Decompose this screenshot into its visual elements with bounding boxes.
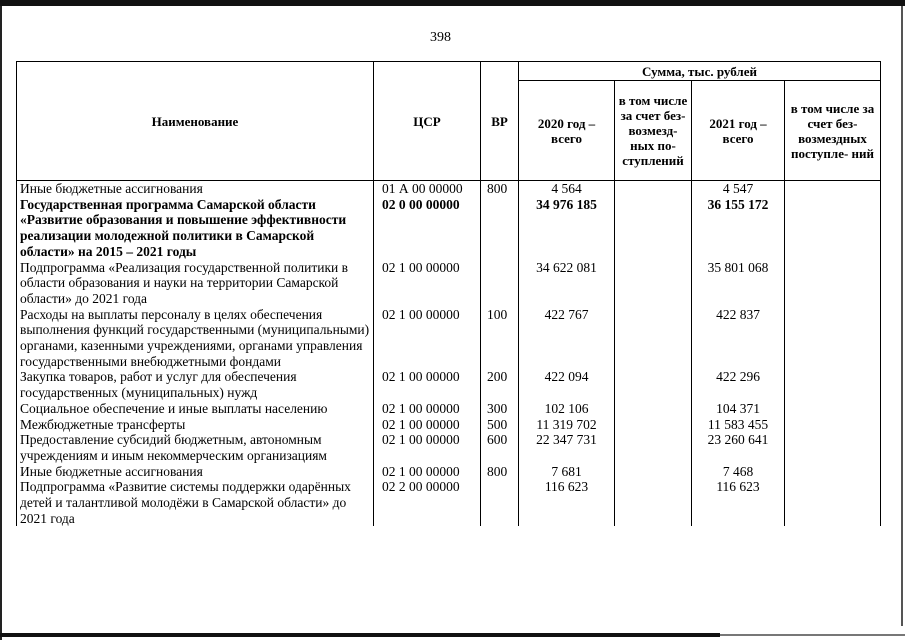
row-2020-free — [615, 417, 692, 433]
row-2021-free — [785, 479, 881, 526]
row-name: Расходы на выплаты персоналу в целях обеспечения выполнения функций государственными (муниципальными) органами, казенными учреждениями, органами управления государственными внебюджетными фондами — [17, 307, 374, 370]
row-csr: 02 2 00 00000 — [374, 479, 481, 526]
row-csr: 02 1 00 00000 — [374, 307, 481, 370]
row-vr: 500 — [481, 417, 519, 433]
row-2020-total: 34 622 081 — [519, 260, 615, 307]
bottom-border — [0, 633, 720, 637]
row-2020-total: 7 681 — [519, 464, 615, 480]
bottom-border-thin — [720, 634, 905, 636]
table-body — [17, 181, 881, 527]
row-name: Подпрограмма «Реализация государственной политики в области образования и науки на территории Самарской области» до 2021 года — [17, 260, 374, 307]
row-name: Закупка товаров, работ и услуг для обеспечения государственных (муниципальных) нужд — [17, 369, 374, 400]
row-csr: 01 А 00 00000 — [374, 181, 481, 197]
row-2021-free — [785, 464, 881, 480]
row-2021-total: 422 296 — [692, 369, 785, 400]
table-row — [17, 464, 881, 480]
row-2021-total: 4 547 — [692, 181, 785, 197]
row-2021-total: 36 155 172 — [692, 197, 785, 260]
row-2020-total: 34 976 185 — [519, 197, 615, 260]
row-name: Иные бюджетные ассигнования — [17, 464, 374, 480]
header-2020-total: 2020 год – всего — [519, 81, 615, 181]
row-2020-total: 422 094 — [519, 369, 615, 400]
row-2021-free — [785, 417, 881, 433]
row-csr: 02 1 00 00000 — [374, 401, 481, 417]
row-2021-total: 422 837 — [692, 307, 785, 370]
row-2020-free — [615, 401, 692, 417]
header-2020-free: в том числе за счет без- возмезд- ных по- ступлений — [615, 81, 692, 181]
row-2020-total: 102 106 — [519, 401, 615, 417]
header-name: Наименование — [17, 62, 374, 181]
table-row — [17, 197, 881, 260]
row-vr: 300 — [481, 401, 519, 417]
row-csr: 02 0 00 00000 — [374, 197, 481, 260]
row-2020-total: 422 767 — [519, 307, 615, 370]
table-row — [17, 479, 881, 526]
row-2020-free — [615, 181, 692, 197]
row-name: Межбюджетные трансферты — [17, 417, 374, 433]
row-2020-free — [615, 369, 692, 400]
row-csr: 02 1 00 00000 — [374, 432, 481, 463]
row-vr: 800 — [481, 464, 519, 480]
left-border — [0, 6, 2, 640]
row-2021-total: 116 623 — [692, 479, 785, 526]
row-2021-free — [785, 432, 881, 463]
top-border — [0, 0, 905, 6]
row-2021-free — [785, 369, 881, 400]
row-2020-total: 22 347 731 — [519, 432, 615, 463]
row-2020-free — [615, 432, 692, 463]
table-row — [17, 307, 881, 370]
table-row — [17, 417, 881, 433]
header-2021-free: в том числе за счет без- возмездных поступле- ний — [785, 81, 881, 181]
right-border — [901, 6, 903, 626]
table-row — [17, 260, 881, 307]
header-2021-total: 2021 год – всего — [692, 81, 785, 181]
row-2020-free — [615, 307, 692, 370]
row-name: Предоставление субсидий бюджетным, автономным учреждениям и иным некоммерческим организациям — [17, 432, 374, 463]
row-2021-total: 104 371 — [692, 401, 785, 417]
header-sum-group: Сумма, тыс. рублей — [519, 62, 881, 81]
row-2021-free — [785, 197, 881, 260]
row-csr: 02 1 00 00000 — [374, 417, 481, 433]
row-csr: 02 1 00 00000 — [374, 369, 481, 400]
row-2020-total: 4 564 — [519, 181, 615, 197]
page-number: 398 — [430, 30, 451, 45]
budget-table — [16, 61, 881, 526]
row-2021-total: 35 801 068 — [692, 260, 785, 307]
row-vr — [481, 479, 519, 526]
table-row — [17, 401, 881, 417]
row-2021-total: 11 583 455 — [692, 417, 785, 433]
row-vr — [481, 260, 519, 307]
row-2020-free — [615, 479, 692, 526]
row-vr: 200 — [481, 369, 519, 400]
row-name: Иные бюджетные ассигнования — [17, 181, 374, 197]
row-name: Подпрограмма «Развитие системы поддержки одарённых детей и талантливой молодёжи в Самарской области» до 2021 года — [17, 479, 374, 526]
row-2021-free — [785, 260, 881, 307]
row-name: Государственная программа Самарской области «Развитие образования и повышение эффективности реализации молодежной политики в Самарской области» на 2015 – 2021 годы — [17, 197, 374, 260]
row-2021-total: 7 468 — [692, 464, 785, 480]
row-csr: 02 1 00 00000 — [374, 464, 481, 480]
row-2020-total: 11 319 702 — [519, 417, 615, 433]
row-2021-free — [785, 307, 881, 370]
row-vr: 100 — [481, 307, 519, 370]
row-vr — [481, 197, 519, 260]
row-2021-total: 23 260 641 — [692, 432, 785, 463]
table-row — [17, 181, 881, 197]
table-row — [17, 369, 881, 400]
row-2020-free — [615, 464, 692, 480]
row-2020-total: 116 623 — [519, 479, 615, 526]
table-row — [17, 432, 881, 463]
row-2021-free — [785, 181, 881, 197]
row-2021-free — [785, 401, 881, 417]
table-header — [17, 62, 881, 181]
row-vr: 600 — [481, 432, 519, 463]
row-2020-free — [615, 197, 692, 260]
row-2020-free — [615, 260, 692, 307]
row-csr: 02 1 00 00000 — [374, 260, 481, 307]
row-vr: 800 — [481, 181, 519, 197]
header-vr: ВР — [481, 62, 519, 181]
row-name: Социальное обеспечение и иные выплаты населению — [17, 401, 374, 417]
header-csr: ЦСР — [374, 62, 481, 181]
